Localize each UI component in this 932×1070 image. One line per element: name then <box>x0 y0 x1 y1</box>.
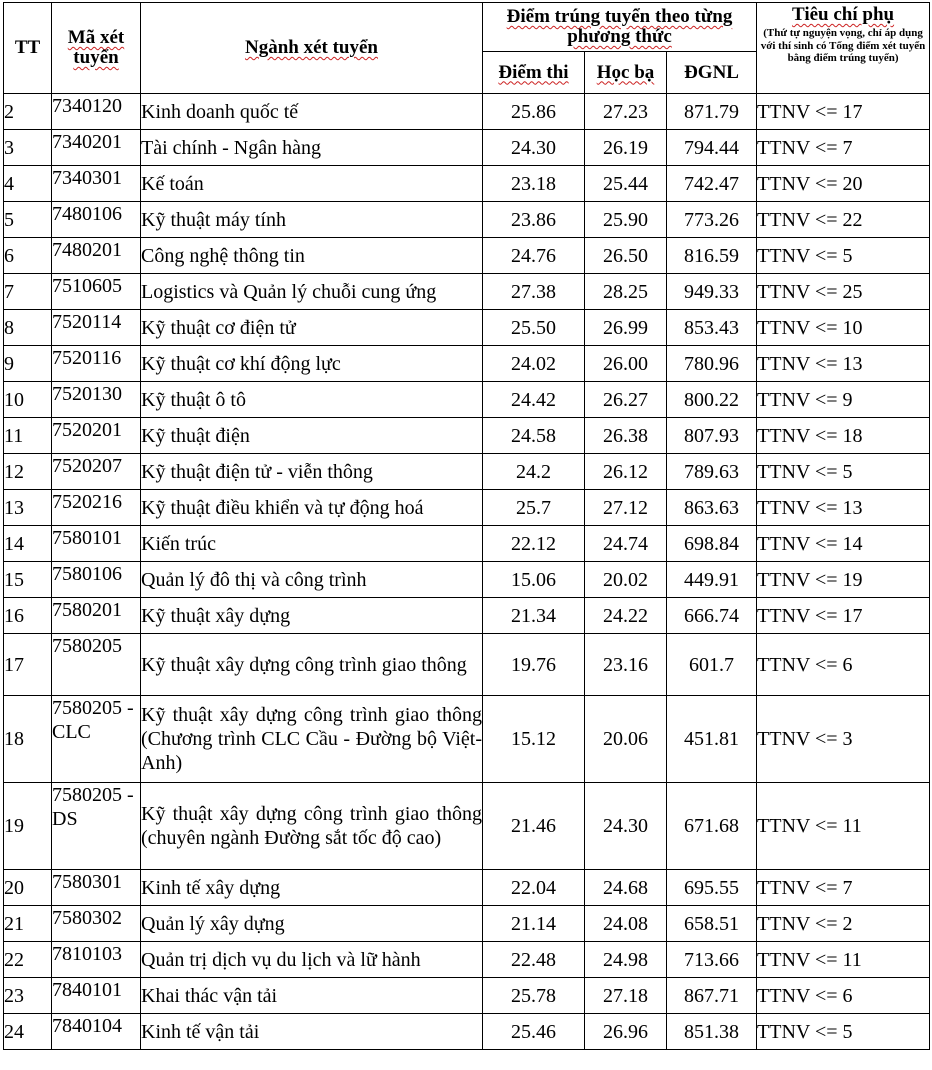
row-score-transcript: 26.38 <box>585 418 667 454</box>
row-score-transcript: 26.96 <box>585 1014 667 1050</box>
row-score-exam: 24.76 <box>483 238 585 274</box>
row-score-exam: 15.12 <box>483 696 585 783</box>
row-major-name: Kỹ thuật máy tính <box>141 202 483 238</box>
row-major-name: Logistics và Quản lý chuỗi cung ứng <box>141 274 483 310</box>
table-row <box>4 490 930 526</box>
row-score-dgnl: 449.91 <box>667 562 757 598</box>
row-tt: 22 <box>4 942 52 978</box>
header-major: Ngành xét tuyển <box>141 3 483 94</box>
row-score-exam: 25.86 <box>483 94 585 130</box>
table-row <box>4 202 930 238</box>
table-row <box>4 166 930 202</box>
row-criteria: TTNV <= 19 <box>757 562 930 598</box>
row-criteria: TTNV <= 20 <box>757 166 930 202</box>
row-tt: 12 <box>4 454 52 490</box>
row-criteria: TTNV <= 9 <box>757 382 930 418</box>
row-score-dgnl: 780.96 <box>667 346 757 382</box>
row-tt: 8 <box>4 310 52 346</box>
row-major-name: Kỹ thuật xây dựng <box>141 598 483 634</box>
row-code: 7580101 <box>52 526 141 562</box>
row-score-dgnl: 816.59 <box>667 238 757 274</box>
row-score-exam: 21.34 <box>483 598 585 634</box>
row-tt: 13 <box>4 490 52 526</box>
row-score-transcript: 20.02 <box>585 562 667 598</box>
row-score-transcript: 27.18 <box>585 978 667 1014</box>
row-tt: 24 <box>4 1014 52 1050</box>
table-row <box>4 238 930 274</box>
row-criteria: TTNV <= 6 <box>757 978 930 1014</box>
row-code: 7520130 <box>52 382 141 418</box>
table-row <box>4 310 930 346</box>
row-code: 7480106 <box>52 202 141 238</box>
row-score-exam: 21.46 <box>483 783 585 870</box>
row-criteria: TTNV <= 5 <box>757 454 930 490</box>
row-code: 7510605 <box>52 274 141 310</box>
row-code: 7840104 <box>52 1014 141 1050</box>
row-code: 7580106 <box>52 562 141 598</box>
row-criteria: TTNV <= 5 <box>757 238 930 274</box>
row-score-dgnl: 807.93 <box>667 418 757 454</box>
row-criteria: TTNV <= 17 <box>757 94 930 130</box>
row-score-dgnl: 851.38 <box>667 1014 757 1050</box>
row-score-dgnl: 742.47 <box>667 166 757 202</box>
row-score-dgnl: 867.71 <box>667 978 757 1014</box>
row-score-exam: 24.42 <box>483 382 585 418</box>
row-major-name: Kỹ thuật ô tô <box>141 382 483 418</box>
row-score-dgnl: 451.81 <box>667 696 757 783</box>
row-code: 7480201 <box>52 238 141 274</box>
row-tt: 14 <box>4 526 52 562</box>
row-score-dgnl: 666.74 <box>667 598 757 634</box>
row-score-exam: 19.76 <box>483 634 585 696</box>
row-criteria: TTNV <= 7 <box>757 870 930 906</box>
row-major-name: Kỹ thuật xây dựng công trình giao thông (chuyên ngành Đường sắt tốc độ cao) <box>141 783 483 870</box>
row-score-transcript: 24.08 <box>585 906 667 942</box>
admission-scores-table <box>3 2 930 1050</box>
table-row <box>4 783 930 870</box>
row-score-dgnl: 794.44 <box>667 130 757 166</box>
row-major-name: Kinh doanh quốc tế <box>141 94 483 130</box>
table-row <box>4 978 930 1014</box>
row-major-name: Kinh tế xây dựng <box>141 870 483 906</box>
table-row <box>4 526 930 562</box>
row-major-name: Kỹ thuật xây dựng công trình giao thông (Chương trình CLC Cầu - Đường bộ Việt-Anh) <box>141 696 483 783</box>
row-score-transcript: 26.50 <box>585 238 667 274</box>
row-score-dgnl: 949.33 <box>667 274 757 310</box>
row-score-exam: 23.18 <box>483 166 585 202</box>
row-criteria: TTNV <= 6 <box>757 634 930 696</box>
row-score-transcript: 26.19 <box>585 130 667 166</box>
row-major-name: Kinh tế vận tải <box>141 1014 483 1050</box>
row-score-transcript: 24.68 <box>585 870 667 906</box>
row-tt: 4 <box>4 166 52 202</box>
table-row <box>4 906 930 942</box>
row-major-name: Kỹ thuật cơ khí động lực <box>141 346 483 382</box>
row-major-name: Kỹ thuật điện tử - viễn thông <box>141 454 483 490</box>
header-score-transcript: Học bạ <box>585 52 667 94</box>
row-tt: 18 <box>4 696 52 783</box>
row-score-exam: 25.78 <box>483 978 585 1014</box>
row-tt: 23 <box>4 978 52 1014</box>
table-row <box>4 696 930 783</box>
row-tt: 7 <box>4 274 52 310</box>
row-score-exam: 23.86 <box>483 202 585 238</box>
row-code: 7340301 <box>52 166 141 202</box>
row-score-dgnl: 800.22 <box>667 382 757 418</box>
row-tt: 10 <box>4 382 52 418</box>
row-code: 7340201 <box>52 130 141 166</box>
row-criteria: TTNV <= 13 <box>757 346 930 382</box>
row-score-transcript: 26.00 <box>585 346 667 382</box>
table-row <box>4 382 930 418</box>
table-row <box>4 94 930 130</box>
row-tt: 15 <box>4 562 52 598</box>
row-major-name: Quản lý xây dựng <box>141 906 483 942</box>
row-code: 7580301 <box>52 870 141 906</box>
row-major-name: Khai thác vận tải <box>141 978 483 1014</box>
row-score-exam: 25.46 <box>483 1014 585 1050</box>
row-tt: 17 <box>4 634 52 696</box>
row-score-exam: 25.50 <box>483 310 585 346</box>
row-score-exam: 15.06 <box>483 562 585 598</box>
table-row <box>4 1014 930 1050</box>
row-tt: 9 <box>4 346 52 382</box>
row-criteria: TTNV <= 17 <box>757 598 930 634</box>
row-score-exam: 24.58 <box>483 418 585 454</box>
row-criteria: TTNV <= 14 <box>757 526 930 562</box>
row-score-transcript: 26.12 <box>585 454 667 490</box>
row-score-dgnl: 871.79 <box>667 94 757 130</box>
row-code: 7520114 <box>52 310 141 346</box>
row-score-exam: 24.30 <box>483 130 585 166</box>
row-criteria: TTNV <= 3 <box>757 696 930 783</box>
row-score-transcript: 26.27 <box>585 382 667 418</box>
row-score-dgnl: 713.66 <box>667 942 757 978</box>
table-row <box>4 274 930 310</box>
row-score-transcript: 20.06 <box>585 696 667 783</box>
row-criteria: TTNV <= 11 <box>757 783 930 870</box>
row-score-dgnl: 698.84 <box>667 526 757 562</box>
row-score-dgnl: 789.63 <box>667 454 757 490</box>
row-score-dgnl: 671.68 <box>667 783 757 870</box>
row-score-exam: 22.48 <box>483 942 585 978</box>
table-row <box>4 346 930 382</box>
row-major-name: Kỹ thuật điện <box>141 418 483 454</box>
header-tt: TT <box>4 3 52 94</box>
row-score-transcript: 24.30 <box>585 783 667 870</box>
row-code: 7520201 <box>52 418 141 454</box>
table-row <box>4 870 930 906</box>
row-score-dgnl: 773.26 <box>667 202 757 238</box>
row-tt: 20 <box>4 870 52 906</box>
table-row <box>4 454 930 490</box>
row-score-transcript: 25.90 <box>585 202 667 238</box>
row-code: 7580205 <box>52 634 141 696</box>
header-score-dgnl: ĐGNL <box>667 52 757 94</box>
row-score-exam: 22.12 <box>483 526 585 562</box>
table-row <box>4 418 930 454</box>
row-criteria: TTNV <= 22 <box>757 202 930 238</box>
row-criteria: TTNV <= 7 <box>757 130 930 166</box>
header-score-exam: Điểm thi <box>483 52 585 94</box>
row-score-exam: 24.02 <box>483 346 585 382</box>
header-criteria-title: Tiêu chí phụ <box>791 4 895 25</box>
header-code: Mã xét tuyển <box>52 3 141 94</box>
row-score-dgnl: 853.43 <box>667 310 757 346</box>
row-tt: 11 <box>4 418 52 454</box>
row-major-name: Kỹ thuật xây dựng công trình giao thông <box>141 634 483 696</box>
row-criteria: TTNV <= 5 <box>757 1014 930 1050</box>
row-score-transcript: 24.74 <box>585 526 667 562</box>
row-code: 7580201 <box>52 598 141 634</box>
row-tt: 5 <box>4 202 52 238</box>
row-code: 7580205 -CLC <box>52 696 141 783</box>
row-criteria: TTNV <= 11 <box>757 942 930 978</box>
row-score-dgnl: 863.63 <box>667 490 757 526</box>
row-tt: 21 <box>4 906 52 942</box>
row-code: 7520216 <box>52 490 141 526</box>
row-code: 7810103 <box>52 942 141 978</box>
row-code: 7520207 <box>52 454 141 490</box>
row-tt: 16 <box>4 598 52 634</box>
row-code: 7520116 <box>52 346 141 382</box>
row-score-transcript: 27.23 <box>585 94 667 130</box>
row-code: 7840101 <box>52 978 141 1014</box>
row-code: 7580205 -DS <box>52 783 141 870</box>
row-score-transcript: 25.44 <box>585 166 667 202</box>
row-criteria: TTNV <= 2 <box>757 906 930 942</box>
row-score-transcript: 27.12 <box>585 490 667 526</box>
row-score-exam: 25.7 <box>483 490 585 526</box>
row-score-exam: 27.38 <box>483 274 585 310</box>
row-major-name: Quản trị dịch vụ du lịch và lữ hành <box>141 942 483 978</box>
row-major-name: Công nghệ thông tin <box>141 238 483 274</box>
table-row <box>4 562 930 598</box>
row-score-transcript: 24.98 <box>585 942 667 978</box>
row-score-dgnl: 695.55 <box>667 870 757 906</box>
row-criteria: TTNV <= 10 <box>757 310 930 346</box>
row-tt: 2 <box>4 94 52 130</box>
row-criteria: TTNV <= 25 <box>757 274 930 310</box>
row-score-exam: 22.04 <box>483 870 585 906</box>
table-row <box>4 634 930 696</box>
row-code: 7340120 <box>52 94 141 130</box>
row-major-name: Kiến trúc <box>141 526 483 562</box>
row-score-dgnl: 658.51 <box>667 906 757 942</box>
row-score-transcript: 24.22 <box>585 598 667 634</box>
row-score-exam: 24.2 <box>483 454 585 490</box>
row-tt: 3 <box>4 130 52 166</box>
row-criteria: TTNV <= 13 <box>757 490 930 526</box>
row-score-dgnl: 601.7 <box>667 634 757 696</box>
row-score-exam: 21.14 <box>483 906 585 942</box>
row-score-transcript: 23.16 <box>585 634 667 696</box>
row-major-name: Tài chính - Ngân hàng <box>141 130 483 166</box>
table-body <box>4 94 930 1050</box>
row-score-transcript: 28.25 <box>585 274 667 310</box>
row-criteria: TTNV <= 18 <box>757 418 930 454</box>
row-tt: 6 <box>4 238 52 274</box>
row-major-name: Kế toán <box>141 166 483 202</box>
row-major-name: Kỹ thuật cơ điện tử <box>141 310 483 346</box>
table-header <box>4 3 930 94</box>
row-major-name: Kỹ thuật điều khiển và tự động hoá <box>141 490 483 526</box>
row-score-transcript: 26.99 <box>585 310 667 346</box>
header-scores-group: Điểm trúng tuyển theo từng phương thức <box>483 3 757 52</box>
header-criteria <box>757 3 930 94</box>
table-row <box>4 942 930 978</box>
row-code: 7580302 <box>52 906 141 942</box>
header-criteria-note: (Thứ tự nguyện vọng, chỉ áp dụng với thí sinh có Tổng điểm xét tuyển bằng điểm trúng tuyển) <box>760 27 926 64</box>
table-row <box>4 130 930 166</box>
table-row <box>4 598 930 634</box>
row-major-name: Quản lý đô thị và công trình <box>141 562 483 598</box>
row-tt: 19 <box>4 783 52 870</box>
